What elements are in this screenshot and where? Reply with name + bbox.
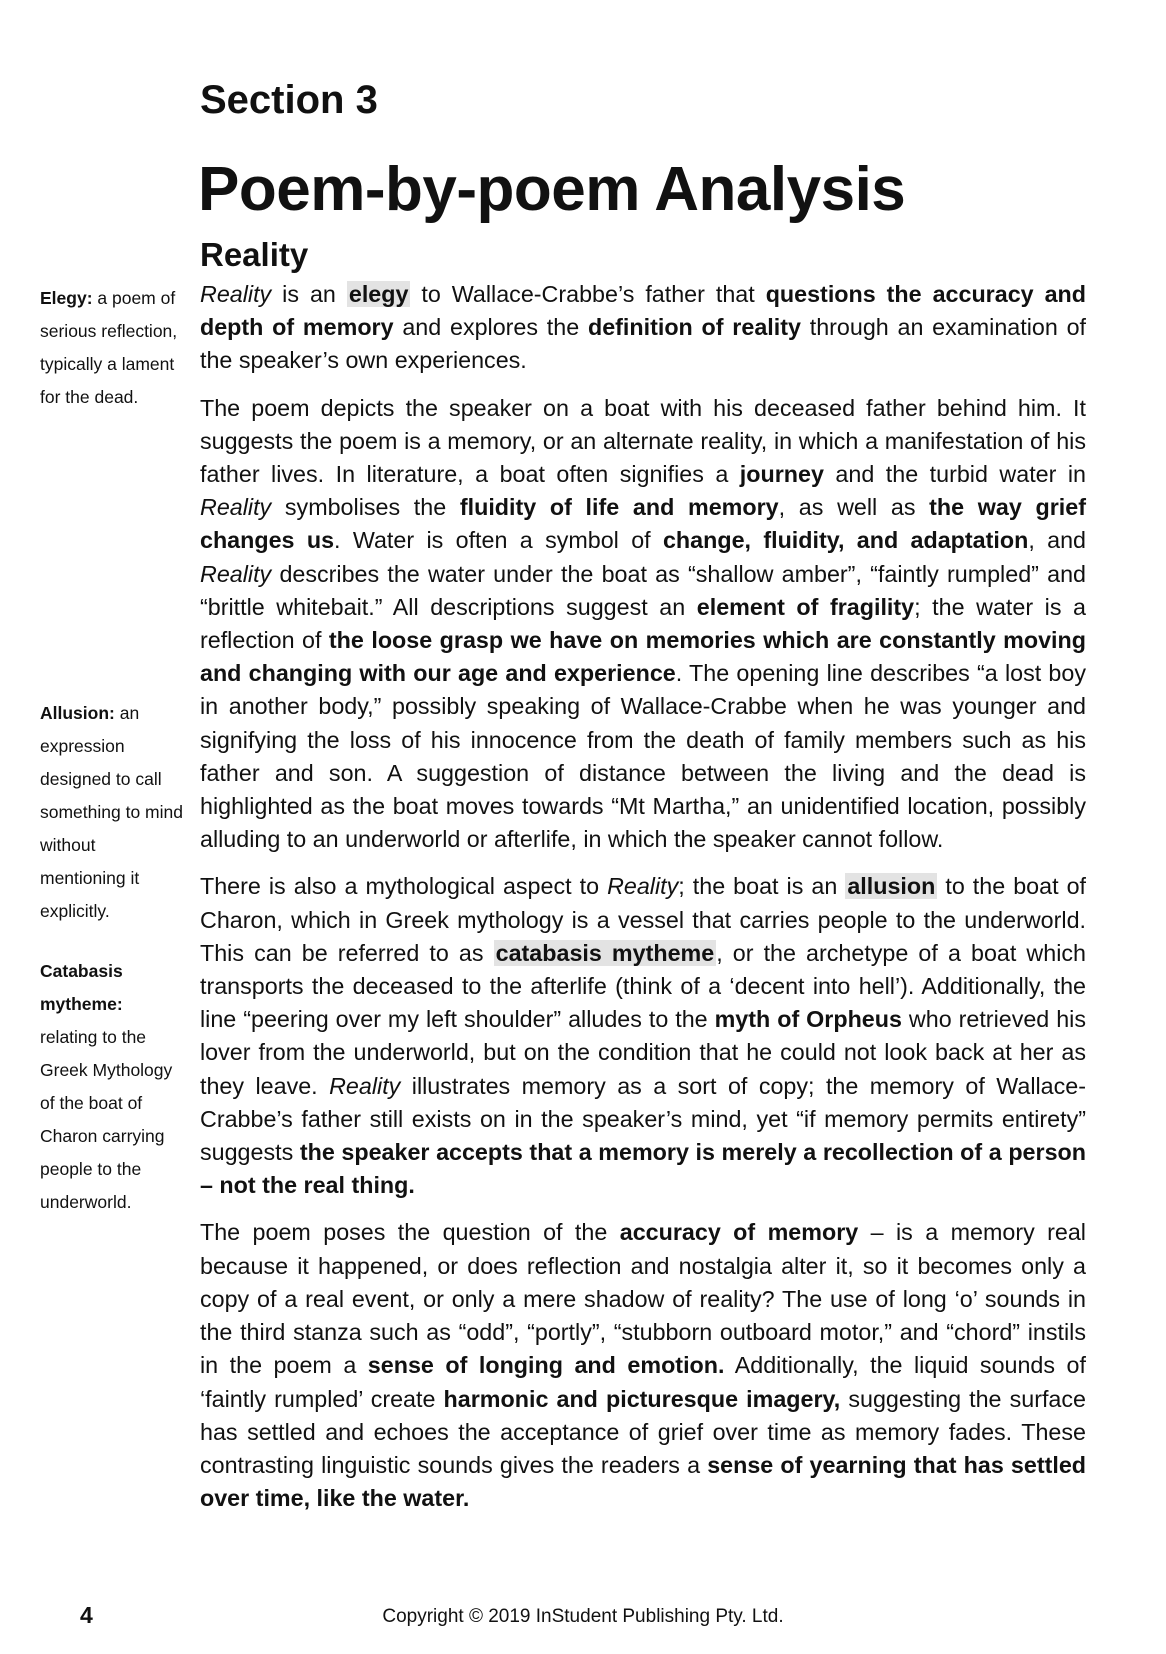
body-paragraph [200, 278, 1086, 378]
text-run: who retrieved his lover from the underworld, but on the condition that he could not look back at her as they leave. [200, 1006, 1087, 1099]
text-run: The poem depicts the speaker on a boat with his deceased father behind him. It suggests the poem is a memory, or an alternate reality, in which a manifestation of his father lives. In literature, a boat often signifies a [200, 394, 1086, 488]
analysis-body [200, 278, 1086, 1529]
sidebar-definition: a poem of serious reflection, typically a lament for the dead. [40, 288, 178, 407]
text-run: to Wallace-Crabbe’s father that [410, 281, 766, 307]
body-paragraph [200, 392, 1086, 857]
highlighted-term: elegy [348, 281, 409, 307]
italic-text: Reality [200, 560, 272, 587]
bold-text: definition of reality [587, 314, 801, 341]
text-run: , as well as [778, 494, 930, 521]
text-run: ; the water is a reflection of [200, 593, 1087, 654]
text-run: is an [271, 281, 347, 307]
bold-text: accuracy of memory [619, 1219, 859, 1246]
text-run: Additionally, the liquid sounds of ‘faintly rumpled’ create [200, 1352, 1086, 1412]
body-paragraph [200, 870, 1086, 1202]
bold-text: sense of longing and emotion. [367, 1352, 725, 1379]
sidebar-note-elegy [40, 282, 184, 414]
body-paragraph [200, 1216, 1086, 1515]
text-run: – is a memory real because it happened, or does reflection and nostalgia alter it, so it becomes only a copy of a real event, or only a mere shadow of reality? The use of long ‘o’ sounds in the third stanza such as “odd”, “portly”, “stubborn outboard motor,” and “chord” instils in the poem a [200, 1219, 1086, 1379]
text-run: symbolises the [271, 494, 460, 521]
sidebar-note-catabasis [40, 955, 184, 1219]
text-run: The poem poses the question of the [200, 1219, 620, 1246]
bold-text: change, fluidity, and adaptation [662, 527, 1029, 554]
bold-text: harmonic and picturesque imagery, [443, 1385, 841, 1412]
bold-text: sense of yearning that has settled over time, like the water. [200, 1451, 1087, 1512]
bold-text: fluidity of life and memory [459, 494, 779, 521]
section-label: Section 3 [200, 78, 378, 122]
bold-text: the speaker accepts that a memory is merely a recollection of a person – not the real thing. [200, 1139, 1086, 1199]
bold-text: the way grief changes us [200, 494, 1086, 554]
highlighted-term: catabasis mytheme [495, 939, 715, 966]
text-run: through an examination of the speaker’s own experiences. [200, 314, 1086, 374]
text-run: describes the water under the boat as “shallow amber”, “faintly rumpled” and “brittle whitebait.” All descriptions suggest an [200, 560, 1086, 620]
sidebar-term: Elegy: [40, 288, 93, 308]
text-run: There is also a mythological aspect to [200, 873, 608, 900]
page-title: Poem-by-poem Analysis [198, 155, 906, 224]
bold-text: element of fragility [696, 593, 915, 620]
highlighted-term: allusion [847, 873, 936, 900]
text-run: to the boat of Charon, which in Greek mythology is a vessel that carries people to the underworld. This can be referred to as [200, 873, 1086, 966]
text-run: suggesting the surface has settled and echoes the acceptance of grief over time as memory fades. These contrasting linguistic sounds gives the readers a [200, 1385, 1086, 1478]
italic-text: Reality [200, 281, 272, 307]
italic-text: Reality [607, 873, 679, 900]
text-run: illustrates memory as a sort of copy; the memory of Wallace-Crabbe’s father still exists on in the speaker’s mind, yet “if memory permits entirety” suggests [200, 1072, 1086, 1166]
text-run: and explores the [393, 314, 588, 341]
bold-text: myth of Orpheus [714, 1006, 902, 1033]
poem-title: Reality [200, 236, 309, 273]
text-run: . The opening line describes “a lost boy in another body,” possibly speaking of Wallace-Crabbe when he was younger and signifying the loss of his innocence from the death of family members such as his father and son. A suggestion of distance between the living and the dead is highlighted as the boat moves towards “Mt Martha,” an unidentified location, possibly alluding to an underworld or afterlife, in which the speaker cannot follow. [200, 660, 1086, 853]
text-run: , or the archetype of a boat which transports the deceased to the afterlife (think of a ‘decent into hell’). Additionally, the line “peering over my left shoulder” alludes to the [200, 939, 1086, 1033]
text-run: . Water is often a symbol of [334, 527, 663, 554]
page-number: 4 [80, 1602, 93, 1628]
bold-text: journey [739, 461, 824, 488]
text-run: and the turbid water in [823, 461, 1087, 488]
bold-text: the loose grasp we have on memories which are constantly moving and changing with our age and experience [200, 627, 1086, 687]
sidebar-term: Allusion: [40, 703, 115, 723]
copyright-notice: Copyright © 2019 InStudent Publishing Pty. Ltd. [382, 1606, 784, 1627]
sidebar-term: Catabasis mytheme: [40, 961, 123, 1014]
text-run: , and [1028, 527, 1086, 554]
sidebar-definition: relating to the Greek Mythology of the boat of Charon carrying people to the underworld. [40, 1027, 173, 1212]
sidebar-definition: an expression designed to call something to mind without mentioning it explicitly. [40, 703, 183, 921]
italic-text: Reality [329, 1072, 401, 1099]
italic-text: Reality [200, 494, 272, 521]
bold-text: questions the accuracy and depth of memory [200, 281, 1087, 341]
sidebar-note-allusion [40, 697, 184, 928]
text-run: ; the boat is an [678, 873, 846, 900]
